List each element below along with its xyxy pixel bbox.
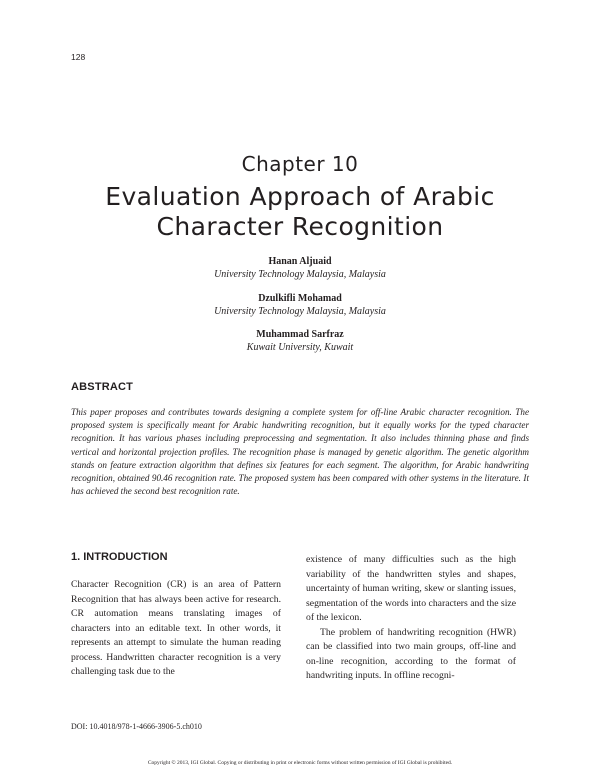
section-heading: 1. INTRODUCTION xyxy=(71,551,168,563)
abstract-heading: ABSTRACT xyxy=(71,381,134,393)
author-name: Muhammad Sarfraz xyxy=(256,329,344,340)
author-name: Hanan Aljuaid xyxy=(268,256,332,267)
author-name: Dzulkifli Mohamad xyxy=(258,293,342,304)
author-affiliation: Kuwait University, Kuwait xyxy=(246,342,354,353)
chapter-title: Evaluation Approach of Arabic Character Recognition xyxy=(105,182,495,241)
author-affiliation: University Technology Malaysia, Malaysia xyxy=(214,306,386,317)
paragraph: The problem of handwriting recognition (HWR) can be classified into two main groups, off-line and on-line recognition, according to the format of handwriting inputs. In offline recogni- xyxy=(306,626,516,681)
body-text-right-column xyxy=(306,553,516,684)
author-block xyxy=(0,292,600,318)
author-block xyxy=(0,328,600,354)
abstract-text: This paper proposes and contributes towards designing a complete system for off-line Arabic character recognition. The proposed system is specifically meant for Arabic handwriting recognition, but it equally works for the typed character recognition. It has various phases including preprocessing and segmentation. It also includes thinning phase and finds vertical and horizontal projection profiles. The recognition phase is managed by genetic algorithm. The genetic algorithm stands on feature extraction algorithm that defines six features for each segment. The algorithm, for Arabic handwriting recognition, obtained 90.46 recognition rate. The proposed system has been compared with other systems in the literature. It has achieved the second best recognition rate. xyxy=(71,407,529,497)
author-block xyxy=(0,255,600,281)
copyright-notice: Copyright © 2013, IGI Global. Copying or distributing in print or electronic forms without written permission of IGI Global is prohibited. xyxy=(147,760,453,766)
paragraph: existence of many difficulties such as the high variability of the handwritten styles and shapes, uncertainty of human writing, skew or slanting issues, segmentation of the words into characters and the size of the lexicon. xyxy=(306,554,516,623)
chapter-label: Chapter 10 xyxy=(241,152,359,176)
page-number: 128 xyxy=(71,52,86,62)
body-text-left-column: Character Recognition (CR) is an area of Pattern Recognition that has always been active for research. CR automation means translating images of characters into an editable text. In other words, it represents an attempt to simulate the human reading process. Handwritten character recognition is a very challenging task due to the xyxy=(71,579,281,677)
doi: DOI: 10.4018/978-1-4666-3906-5.ch010 xyxy=(71,722,202,731)
author-affiliation: University Technology Malaysia, Malaysia xyxy=(214,269,386,280)
